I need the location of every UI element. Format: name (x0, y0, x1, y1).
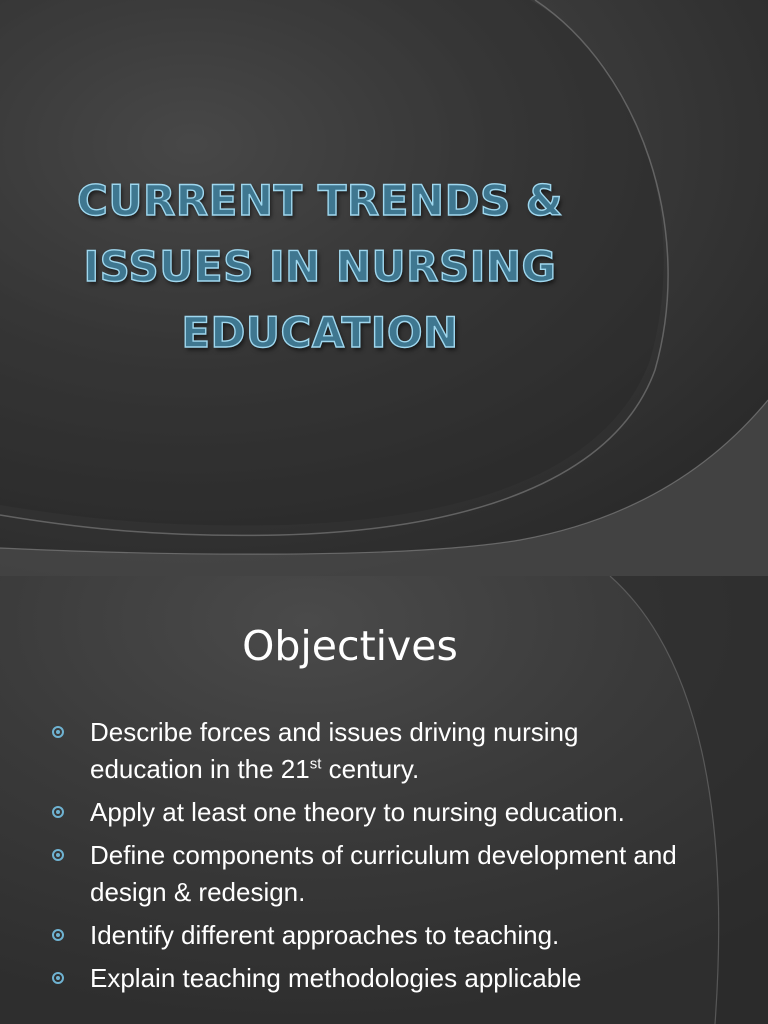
objectives-slide (0, 576, 768, 1024)
circle-dot-icon (52, 972, 64, 984)
bullet-text: Describe forces and issues driving nursing education in the 21 (90, 717, 579, 784)
slide-title (60, 168, 580, 366)
list-item (48, 794, 688, 831)
circle-dot-icon (52, 929, 64, 941)
title-line: CURRENT TRENDS & (77, 176, 563, 225)
superscript: st (309, 755, 322, 773)
slide-heading: Objectives (242, 622, 458, 670)
list-item (48, 960, 688, 997)
bullet-text: Identify different approaches to teaching. (90, 920, 560, 950)
bullet-text: Apply at least one theory to nursing education. (90, 797, 625, 827)
title-line: EDUCATION (181, 308, 459, 357)
bullet-text: Explain teaching methodologies applicable (90, 963, 582, 993)
circle-dot-icon (52, 726, 64, 738)
title-line: ISSUES IN NURSING (83, 242, 557, 291)
list-item (48, 917, 688, 954)
circle-dot-icon (52, 806, 64, 818)
bullet-text: Define components of curriculum development and design & redesign. (90, 840, 677, 907)
bullet-text-tail: century. (321, 754, 420, 784)
objectives-list (48, 714, 688, 1003)
list-item (48, 837, 688, 911)
circle-dot-icon (52, 849, 64, 861)
list-item (48, 714, 688, 788)
